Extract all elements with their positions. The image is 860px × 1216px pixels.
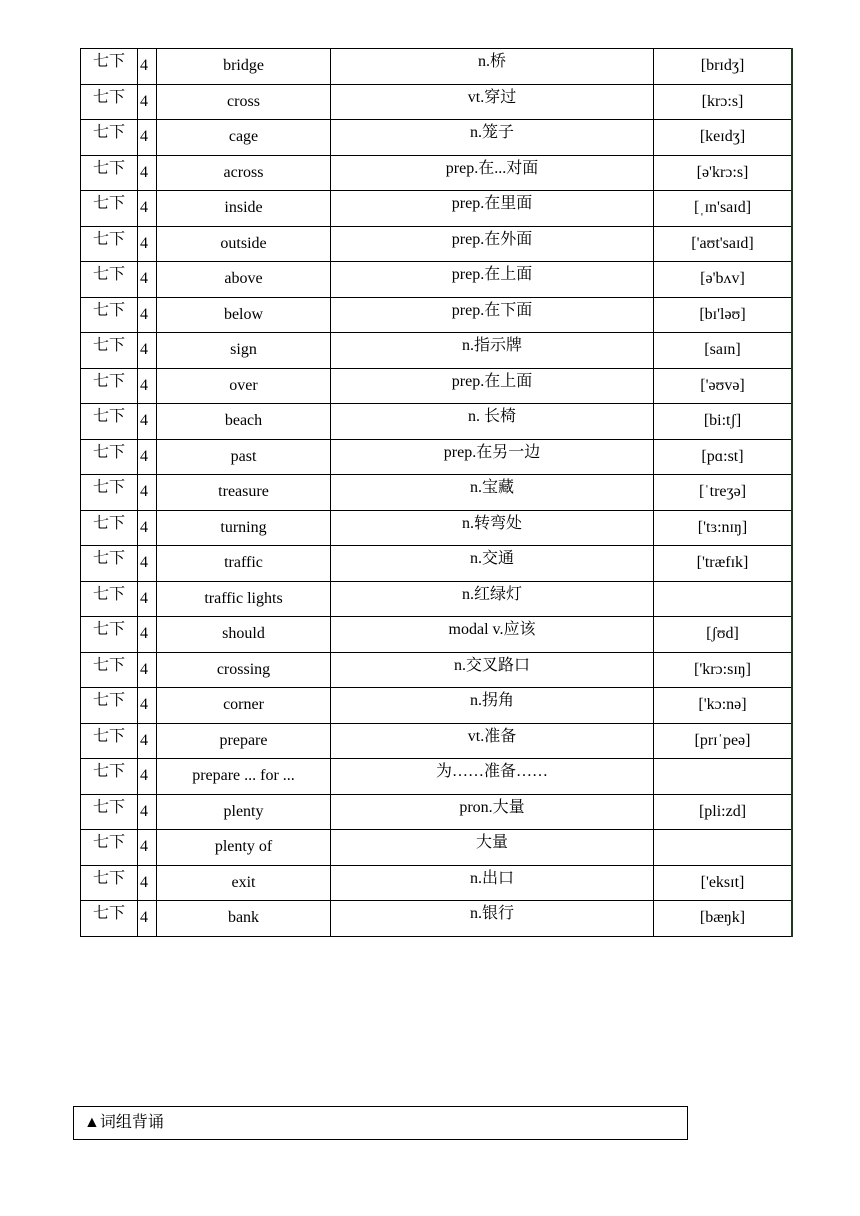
grade-cell: [81, 226, 138, 262]
meaning-cell-text: prep.在上面: [451, 372, 533, 390]
grade-cell-text: 七下: [92, 621, 125, 639]
word-cell-text: below: [223, 305, 264, 323]
meaning-cell: [331, 226, 654, 262]
unit-cell: [138, 155, 157, 191]
grade-cell: [81, 510, 138, 546]
meaning-cell-text: prep.在另一边: [443, 443, 541, 461]
word-cell-text: inside: [224, 199, 263, 217]
word-cell: [157, 581, 331, 617]
grade-cell: [81, 617, 138, 653]
meaning-cell: [331, 84, 654, 120]
table-row: [81, 226, 793, 262]
word-cell-text: exit: [231, 873, 256, 891]
unit-cell-text: 4: [140, 625, 148, 643]
phonetic-cell: [654, 297, 793, 333]
meaning-cell-text: n.红绿灯: [461, 585, 522, 603]
grade-cell-text: 七下: [92, 514, 125, 532]
word-cell-text: plenty: [223, 802, 264, 820]
table-row: [81, 49, 793, 85]
phonetic-cell-text: [bi:tʃ]: [703, 412, 742, 430]
word-cell-text: beach: [224, 412, 263, 430]
grade-cell-text: 七下: [92, 53, 125, 71]
phonetic-cell-text: [ə'krɔ:s]: [696, 163, 749, 181]
unit-cell: [138, 439, 157, 475]
grade-cell-text: 七下: [92, 266, 125, 284]
meaning-cell: [331, 901, 654, 937]
unit-cell: [138, 475, 157, 511]
table-row: [81, 475, 793, 511]
phonetic-cell: [654, 120, 793, 156]
phonetic-cell: [654, 581, 793, 617]
meaning-cell-text: n.桥: [477, 53, 506, 71]
grade-cell-text: 七下: [92, 763, 125, 781]
word-cell: [157, 297, 331, 333]
unit-cell-text: 4: [140, 57, 148, 75]
table-row: [81, 830, 793, 866]
phonetic-cell-text: ['aʊt'saɪd]: [691, 234, 754, 252]
meaning-cell-text: n.出口: [469, 869, 514, 887]
phonetic-cell: [654, 404, 793, 440]
grade-cell: [81, 333, 138, 369]
unit-cell-text: 4: [140, 696, 148, 714]
meaning-cell-text: pron.大量: [459, 798, 525, 816]
meaning-cell: [331, 404, 654, 440]
phonetic-cell: [654, 652, 793, 688]
table-row: [81, 333, 793, 369]
meaning-cell: [331, 262, 654, 298]
word-cell-text: bank: [227, 909, 260, 927]
phonetic-cell: [654, 688, 793, 724]
table-row: [81, 155, 793, 191]
meaning-cell-text: n.宝藏: [469, 479, 514, 497]
grade-cell-text: 七下: [92, 798, 125, 816]
grade-cell-text: 七下: [92, 159, 125, 177]
word-cell-text: across: [223, 163, 264, 181]
grade-cell: [81, 759, 138, 795]
phonetic-cell: [654, 439, 793, 475]
table-row: [81, 439, 793, 475]
meaning-cell: [331, 155, 654, 191]
word-cell: [157, 84, 331, 120]
word-cell-text: traffic lights: [204, 589, 283, 607]
phonetic-cell-text: [ʃʊd]: [706, 625, 739, 643]
table-row: [81, 581, 793, 617]
phonetic-cell: [654, 901, 793, 937]
unit-cell: [138, 120, 157, 156]
phonetic-cell: [654, 723, 793, 759]
phonetic-cell: [654, 475, 793, 511]
table-row: [81, 652, 793, 688]
vocabulary-table: [80, 48, 793, 937]
unit-cell: [138, 794, 157, 830]
grade-cell-text: 七下: [92, 656, 125, 674]
grade-cell: [81, 475, 138, 511]
grade-cell-text: 七下: [92, 727, 125, 745]
grade-cell-text: 七下: [92, 88, 125, 106]
word-cell: [157, 404, 331, 440]
word-cell: [157, 262, 331, 298]
phonetic-cell: [654, 830, 793, 866]
phonetic-cell-text: [ˈtreʒə]: [698, 483, 747, 501]
word-cell: [157, 333, 331, 369]
meaning-cell: [331, 439, 654, 475]
word-cell: [157, 439, 331, 475]
phonetic-cell: [654, 617, 793, 653]
phonetic-cell-text: [pɑ:st]: [701, 447, 744, 465]
grade-cell-text: 七下: [92, 869, 125, 887]
unit-cell-text: 4: [140, 412, 148, 430]
unit-cell-text: 4: [140, 447, 148, 465]
phonetic-cell-text: ['tɜ:nɪŋ]: [697, 518, 748, 536]
word-cell-text: should: [222, 625, 265, 643]
meaning-cell-text: vt.穿过: [467, 88, 517, 106]
phonetic-cell-text: ['kɔ:nə]: [698, 696, 747, 714]
grade-cell: [81, 581, 138, 617]
phonetic-cell-text: [bæŋk]: [699, 909, 746, 927]
meaning-cell: [331, 581, 654, 617]
unit-cell: [138, 49, 157, 85]
meaning-cell-text: 大量: [475, 834, 508, 852]
phonetic-cell: [654, 759, 793, 795]
phonetic-cell-text: ['træfɪk]: [696, 554, 749, 572]
word-cell-text: prepare ... for ...: [192, 767, 295, 785]
word-cell-text: outside: [220, 234, 267, 252]
grade-cell-text: 七下: [92, 195, 125, 213]
grade-cell-text: 七下: [92, 905, 125, 923]
phonetic-cell-text: [krɔ:s]: [701, 92, 744, 110]
unit-cell-text: 4: [140, 92, 148, 110]
table-row: [81, 404, 793, 440]
unit-cell: [138, 191, 157, 227]
meaning-cell: [331, 759, 654, 795]
grade-cell: [81, 901, 138, 937]
meaning-cell-text: modal v.应该: [448, 621, 536, 639]
meaning-cell: [331, 865, 654, 901]
unit-cell-text: 4: [140, 163, 148, 181]
unit-cell-text: 4: [140, 554, 148, 572]
word-cell: [157, 901, 331, 937]
grade-cell: [81, 368, 138, 404]
grade-cell: [81, 262, 138, 298]
unit-cell-text: 4: [140, 873, 148, 891]
table-row: [81, 759, 793, 795]
meaning-cell-text: n.指示牌: [461, 337, 522, 355]
word-cell: [157, 794, 331, 830]
word-cell-text: past: [230, 447, 257, 465]
word-cell-text: over: [229, 376, 258, 394]
phonetic-cell-text: ['əʊvə]: [700, 376, 745, 394]
table-row: [81, 865, 793, 901]
grade-cell-text: 七下: [92, 834, 125, 852]
unit-cell-text: 4: [140, 909, 148, 927]
table-row: [81, 794, 793, 830]
grade-cell: [81, 830, 138, 866]
grade-cell-text: 七下: [92, 443, 125, 461]
grade-cell: [81, 688, 138, 724]
phonetic-cell-text: [keɪdʒ]: [699, 128, 746, 146]
unit-cell-text: 4: [140, 305, 148, 323]
meaning-cell: [331, 723, 654, 759]
unit-cell: [138, 368, 157, 404]
unit-cell-text: 4: [140, 234, 148, 252]
unit-cell: [138, 297, 157, 333]
meaning-cell: [331, 475, 654, 511]
unit-cell-text: 4: [140, 731, 148, 749]
unit-cell: [138, 510, 157, 546]
grade-cell: [81, 723, 138, 759]
meaning-cell-text: prep.在里面: [451, 195, 533, 213]
phrase-recitation-box: [73, 1106, 688, 1140]
table-row: [81, 262, 793, 298]
unit-cell-text: 4: [140, 660, 148, 678]
word-cell: [157, 723, 331, 759]
table-row: [81, 84, 793, 120]
phonetic-cell-text: ['eksɪt]: [700, 873, 745, 891]
meaning-cell: [331, 652, 654, 688]
word-cell: [157, 546, 331, 582]
meaning-cell: [331, 191, 654, 227]
grade-cell: [81, 49, 138, 85]
unit-cell: [138, 581, 157, 617]
phonetic-cell-text: ['krɔ:sɪŋ]: [694, 660, 751, 678]
meaning-cell: [331, 794, 654, 830]
unit-cell-text: 4: [140, 199, 148, 217]
word-cell: [157, 226, 331, 262]
phonetic-cell: [654, 368, 793, 404]
vocabulary-table-body: [81, 49, 793, 937]
word-cell-text: cross: [227, 92, 260, 110]
grade-cell: [81, 439, 138, 475]
unit-cell: [138, 901, 157, 937]
grade-cell: [81, 865, 138, 901]
table-row: [81, 191, 793, 227]
unit-cell: [138, 688, 157, 724]
word-cell-text: above: [224, 270, 263, 288]
word-cell: [157, 830, 331, 866]
meaning-cell-text: prep.在下面: [451, 301, 533, 319]
word-cell-text: treasure: [218, 483, 269, 501]
meaning-cell-text: prep.在...对面: [445, 159, 539, 177]
meaning-cell-text: vt.准备: [467, 727, 517, 745]
grade-cell: [81, 84, 138, 120]
word-cell: [157, 120, 331, 156]
meaning-cell-text: n.拐角: [469, 692, 514, 710]
unit-cell: [138, 546, 157, 582]
word-cell: [157, 865, 331, 901]
unit-cell-text: 4: [140, 802, 148, 820]
word-cell: [157, 652, 331, 688]
unit-cell: [138, 759, 157, 795]
unit-cell-text: 4: [140, 589, 148, 607]
phonetic-cell: [654, 510, 793, 546]
meaning-cell: [331, 297, 654, 333]
phonetic-cell-text: [brɪdʒ]: [700, 57, 745, 75]
unit-cell-text: 4: [140, 767, 148, 785]
unit-cell-text: 4: [140, 376, 148, 394]
table-row: [81, 688, 793, 724]
unit-cell: [138, 84, 157, 120]
phrase-recitation-label: ▲词组背诵: [84, 1114, 164, 1131]
word-cell-text: sign: [230, 341, 257, 359]
word-cell: [157, 510, 331, 546]
unit-cell: [138, 652, 157, 688]
unit-cell-text: 4: [140, 518, 148, 536]
unit-cell: [138, 830, 157, 866]
meaning-cell: [331, 120, 654, 156]
meaning-cell: [331, 830, 654, 866]
unit-cell-text: 4: [140, 128, 148, 146]
word-cell-text: corner: [223, 696, 264, 714]
word-cell-text: traffic: [224, 554, 263, 572]
phonetic-cell-text: [ə'bʌv]: [700, 270, 745, 288]
word-cell: [157, 688, 331, 724]
phonetic-cell-text: [prɪˈpeə]: [694, 731, 751, 749]
unit-cell-text: 4: [140, 341, 148, 359]
phonetic-cell-text: [saɪn]: [704, 341, 741, 359]
word-cell: [157, 49, 331, 85]
meaning-cell-text: n.转弯处: [461, 514, 522, 532]
meaning-cell: [331, 49, 654, 85]
phonetic-cell: [654, 191, 793, 227]
phonetic-cell-text: [pli:zd]: [698, 802, 747, 820]
grade-cell: [81, 155, 138, 191]
word-cell: [157, 368, 331, 404]
table-row: [81, 510, 793, 546]
phonetic-cell-text: [ˌɪn'saɪd]: [693, 199, 752, 217]
meaning-cell: [331, 688, 654, 724]
table-row: [81, 617, 793, 653]
word-cell-text: prepare: [219, 731, 268, 749]
meaning-cell-text: n.笼子: [469, 124, 514, 142]
unit-cell: [138, 404, 157, 440]
table-row: [81, 546, 793, 582]
table-row: [81, 120, 793, 156]
phonetic-cell: [654, 333, 793, 369]
grade-cell: [81, 191, 138, 227]
unit-cell: [138, 723, 157, 759]
meaning-cell-text: prep.在外面: [451, 230, 533, 248]
unit-cell: [138, 262, 157, 298]
grade-cell: [81, 794, 138, 830]
grade-cell-text: 七下: [92, 550, 125, 568]
word-cell-text: bridge: [223, 57, 264, 75]
meaning-cell-text: n. 长椅: [467, 408, 516, 426]
grade-cell-text: 七下: [92, 337, 125, 355]
word-cell: [157, 759, 331, 795]
meaning-cell-text: n.银行: [469, 905, 514, 923]
phonetic-cell-text: [bɪ'ləʊ]: [699, 305, 746, 323]
meaning-cell: [331, 368, 654, 404]
phonetic-cell: [654, 226, 793, 262]
meaning-cell: [331, 617, 654, 653]
grade-cell-text: 七下: [92, 479, 125, 497]
grade-cell-text: 七下: [92, 692, 125, 710]
word-cell: [157, 617, 331, 653]
meaning-cell-text: n.交通: [469, 550, 514, 568]
table-row: [81, 368, 793, 404]
meaning-cell: [331, 333, 654, 369]
meaning-cell-text: 为……准备……: [435, 763, 548, 781]
phonetic-cell: [654, 155, 793, 191]
word-cell-text: cage: [228, 128, 259, 146]
meaning-cell-text: prep.在上面: [451, 266, 533, 284]
word-cell-text: turning: [220, 518, 267, 536]
meaning-cell: [331, 546, 654, 582]
meaning-cell-text: n.交叉路口: [453, 656, 530, 674]
word-cell: [157, 475, 331, 511]
grade-cell: [81, 546, 138, 582]
table-row: [81, 297, 793, 333]
phonetic-cell: [654, 865, 793, 901]
word-cell-text: plenty of: [214, 838, 273, 856]
grade-cell: [81, 297, 138, 333]
unit-cell: [138, 865, 157, 901]
unit-cell-text: 4: [140, 270, 148, 288]
unit-cell: [138, 226, 157, 262]
word-cell: [157, 155, 331, 191]
unit-cell-text: 4: [140, 483, 148, 501]
unit-cell-text: 4: [140, 838, 148, 856]
grade-cell: [81, 404, 138, 440]
grade-cell: [81, 652, 138, 688]
unit-cell: [138, 617, 157, 653]
grade-cell-text: 七下: [92, 408, 125, 426]
grade-cell-text: 七下: [92, 301, 125, 319]
grade-cell-text: 七下: [92, 230, 125, 248]
phonetic-cell: [654, 49, 793, 85]
phonetic-cell: [654, 84, 793, 120]
unit-cell: [138, 333, 157, 369]
grade-cell: [81, 120, 138, 156]
word-cell-text: crossing: [216, 660, 271, 678]
grade-cell-text: 七下: [92, 372, 125, 390]
phonetic-cell: [654, 262, 793, 298]
phonetic-cell: [654, 794, 793, 830]
table-row: [81, 901, 793, 937]
word-cell: [157, 191, 331, 227]
grade-cell-text: 七下: [92, 585, 125, 603]
grade-cell-text: 七下: [92, 124, 125, 142]
table-row: [81, 723, 793, 759]
phonetic-cell: [654, 546, 793, 582]
meaning-cell: [331, 510, 654, 546]
